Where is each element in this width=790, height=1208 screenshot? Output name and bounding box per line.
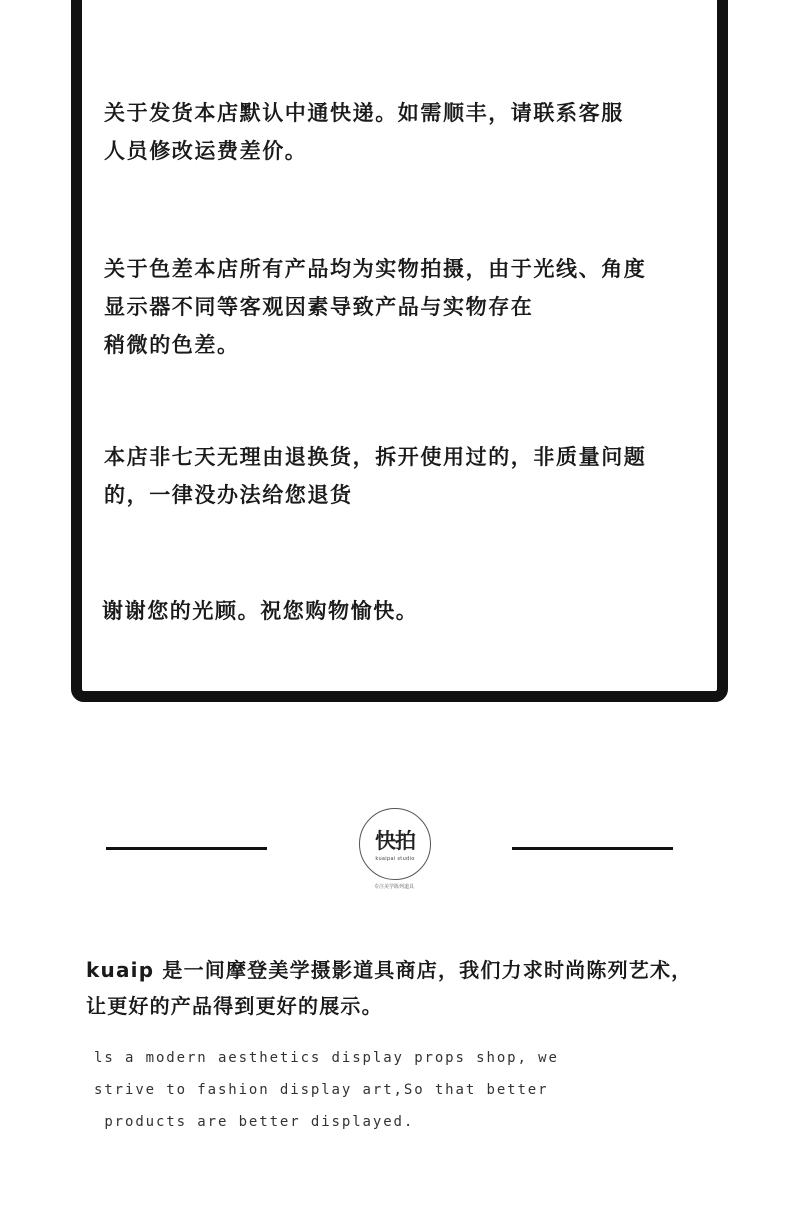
color-difference-notice: 关于色差本店所有产品均为实物拍摄，由于光线、角度 显示器不同等客观因素导致产品与实物存在 稍微的色差。 [104,257,647,357]
brand-intro-english: ls a modern aesthetics display props shop, we strive to fashion display art,So that better products are better displayed. [94,1050,559,1130]
shipping-notice: 关于发货本店默认中通快递。如需顺丰，请联系客服 人员修改运费差价。 [104,101,624,163]
divider-right [512,847,673,850]
logo-mark: 快拍 [375,828,415,853]
brand-logo [359,808,431,880]
return-policy-notice: 本店非七天无理由退换货，拆开使用过的，非质量问题 的，一律没办法给您退货 [104,445,647,507]
brand-intro-chinese: kuaip 是一间摩登美学摄影道具商店，我们力求时尚陈列艺术， 让更好的产品得到更好的展示。 [86,958,693,1018]
divider-left [106,847,267,850]
logo-tagline: 专注美学陈列道具 [373,884,414,890]
logo-subtext: kuaipai studio [375,856,415,862]
thank-you-note: 谢谢您的光顾。祝您购物愉快。 [102,599,419,623]
